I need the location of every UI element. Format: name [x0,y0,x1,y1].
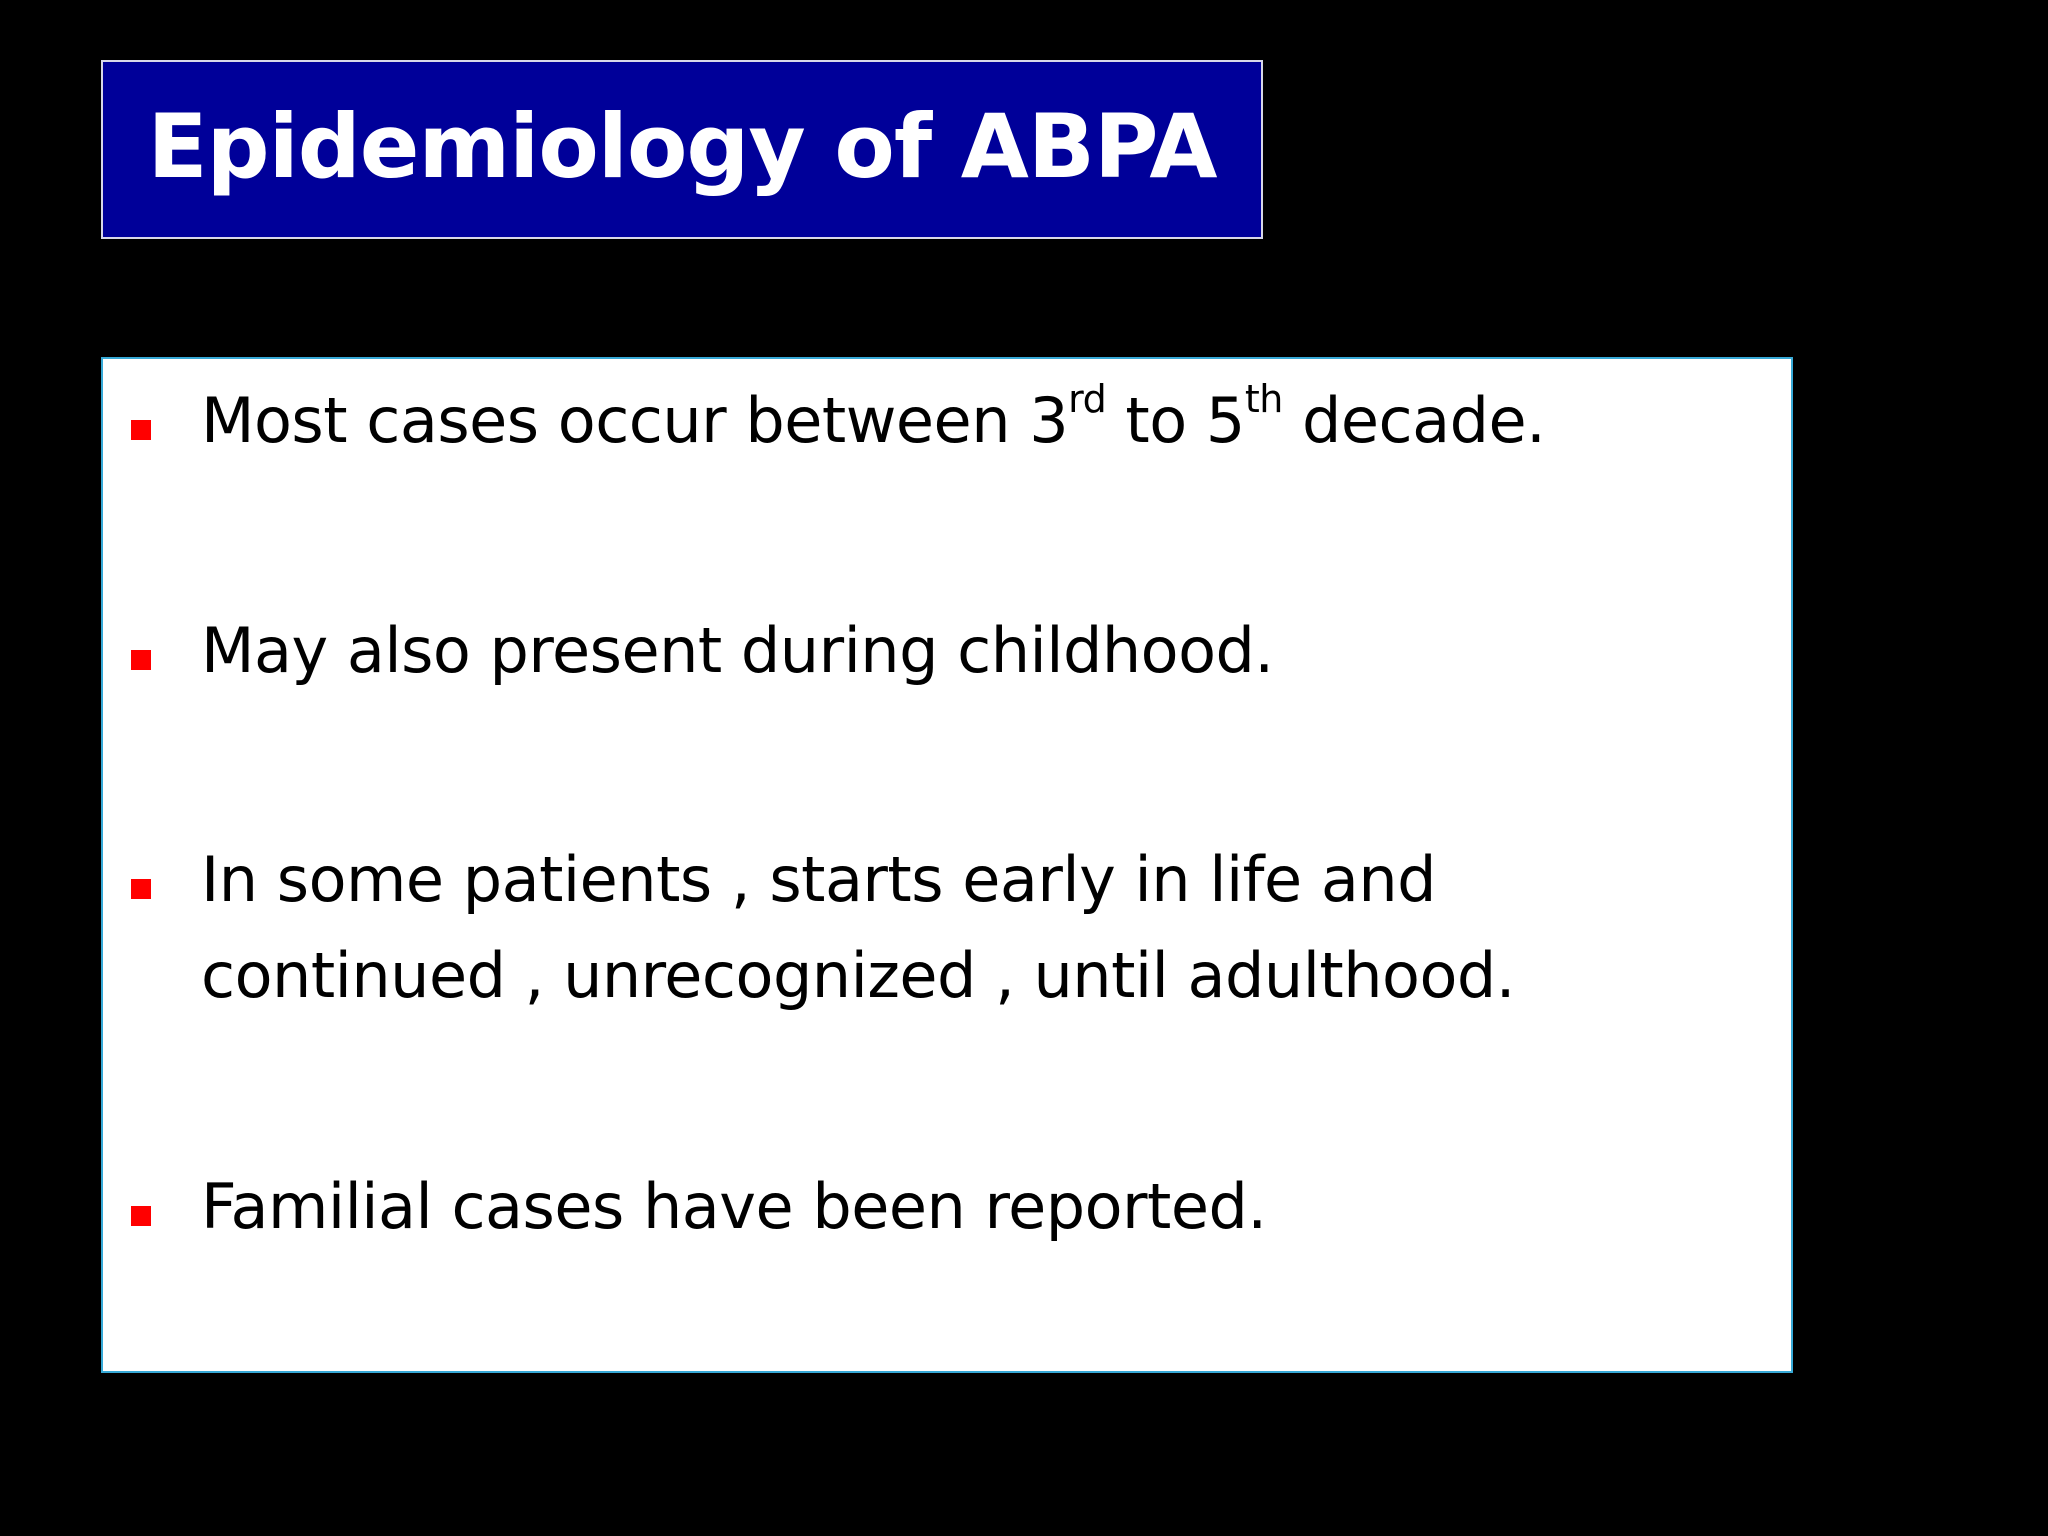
bullet-square-icon [131,650,151,670]
bullet-text-4: Familial cases have been reported. [201,1170,1267,1243]
bullet-square-icon [131,420,151,440]
bullet-text-1-part-b: to 5 [1106,384,1245,457]
title-box [101,60,1263,239]
bullet-text-3-line-1: In some patients , starts early in life and [201,843,1436,916]
bullet-text-2: May also present during childhood. [201,614,1274,687]
bullet-text-1-superscript-th: th [1244,377,1283,422]
bullet-text-1 [201,373,1741,469]
bullet-text-3-line-2: continued , unrecognized , until adulthood. [201,939,1515,1012]
slide-title: Epidemiology of ABPA [147,95,1217,198]
bullet-square-icon [131,879,151,899]
content-box [101,357,1793,1373]
bullet-square-icon [131,1206,151,1226]
bullet-text-1-superscript-rd: rd [1068,377,1107,422]
bullet-text-1-part-a: Most cases occur between 3 [201,384,1069,457]
bullet-text-1-part-c: decade. [1282,384,1546,457]
